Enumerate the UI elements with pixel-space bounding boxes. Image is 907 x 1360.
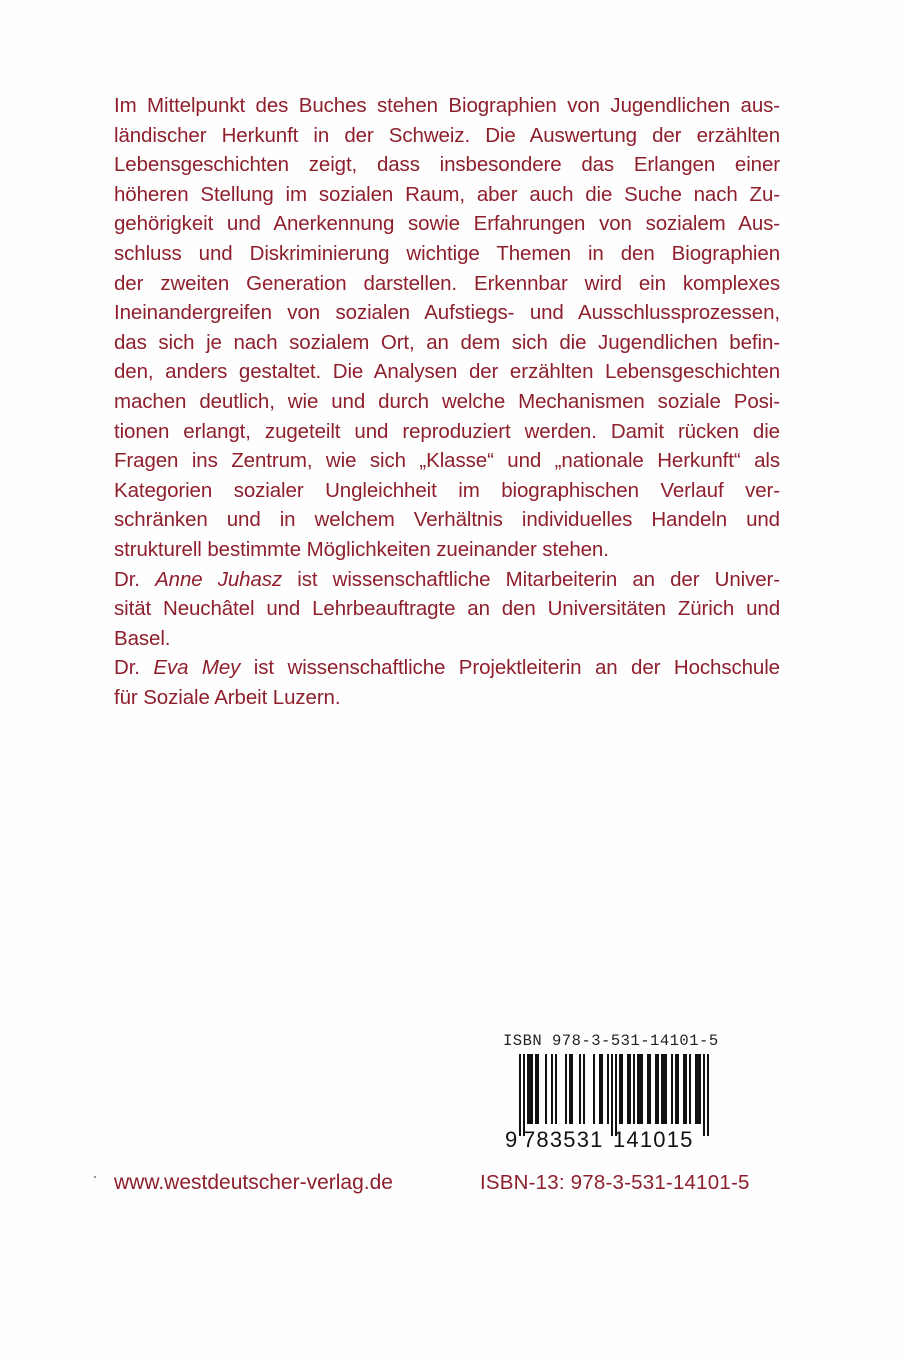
description-line: schluss und Diskriminierung wichtige Themen in den Biographien bbox=[114, 241, 780, 265]
description-line: der zweiten Generation darstellen. Erkennbar wird ein komplexes bbox=[114, 271, 780, 295]
barcode-bar bbox=[627, 1054, 629, 1124]
barcode-guard-bar bbox=[611, 1054, 613, 1136]
barcode-bar bbox=[663, 1054, 665, 1124]
barcode-guard-bar bbox=[523, 1054, 525, 1136]
description-line: machen deutlich, wie und durch welche Mechanismen soziale Posi- bbox=[114, 389, 780, 413]
barcode-guard-bar bbox=[615, 1054, 617, 1136]
barcode-guard-bar bbox=[519, 1054, 521, 1136]
description-line: gehörigkeit und Anerkennung sowie Erfahrungen von sozialem Aus- bbox=[114, 212, 780, 236]
barcode-bar bbox=[629, 1054, 631, 1124]
barcode-bar bbox=[683, 1054, 685, 1124]
barcode-bars bbox=[503, 1054, 723, 1138]
description-line: Fragen ins Zentrum, wie sich „Klasse“ und „nationale Herkunft“ als bbox=[114, 449, 780, 473]
barcode-bar bbox=[619, 1054, 621, 1124]
barcode-bar bbox=[685, 1054, 687, 1124]
barcode-bar bbox=[689, 1054, 691, 1124]
barcode-bar bbox=[641, 1054, 643, 1124]
description-line: den, anders gestaltet. Die Analysen der erzählten Lebensgeschichten bbox=[114, 360, 780, 384]
description-line: tionen erlangt, zugeteilt und reproduziert werden. Damit rücken die bbox=[114, 419, 780, 443]
barcode-bar bbox=[607, 1054, 609, 1124]
book-description bbox=[114, 91, 780, 565]
barcode-bar bbox=[649, 1054, 651, 1124]
barcode-bar bbox=[661, 1054, 663, 1124]
barcode-bar bbox=[695, 1054, 697, 1124]
barcode-bar bbox=[699, 1054, 701, 1124]
back-cover-text bbox=[114, 91, 780, 712]
barcode-bar bbox=[545, 1054, 547, 1124]
barcode-bar bbox=[637, 1054, 639, 1124]
barcode-bar bbox=[527, 1054, 529, 1124]
barcode-bar bbox=[531, 1054, 533, 1124]
barcode-bar bbox=[677, 1054, 679, 1124]
barcode-bar bbox=[571, 1054, 573, 1124]
author-bio-mey bbox=[114, 653, 780, 712]
barcode-guard-bar bbox=[703, 1054, 705, 1136]
barcode-bar bbox=[671, 1054, 673, 1124]
barcode-bar bbox=[601, 1054, 603, 1124]
author-bio-line: Basel. bbox=[114, 626, 171, 650]
barcode-left-group: 783531 bbox=[523, 1127, 604, 1152]
barcode-bar bbox=[593, 1054, 595, 1124]
author-bio-text: ist wissenschaftliche Mitarbeiterin an der Univer- bbox=[282, 567, 780, 591]
barcode-guard-bar bbox=[707, 1054, 709, 1136]
barcode-bar bbox=[639, 1054, 641, 1124]
barcode-right-group: 141015 bbox=[613, 1127, 694, 1152]
barcode-bar bbox=[537, 1054, 539, 1124]
barcode-lead-digit: 9 bbox=[505, 1127, 518, 1152]
barcode-bar bbox=[535, 1054, 537, 1124]
barcode-bar bbox=[621, 1054, 623, 1124]
barcode-bar bbox=[529, 1054, 531, 1124]
barcode-bar bbox=[555, 1054, 557, 1124]
description-line: höheren Stellung im sozialen Raum, aber auch die Suche nach Zu- bbox=[114, 182, 780, 206]
barcode-bar bbox=[655, 1054, 657, 1124]
author-bio-line: sität Neuchâtel und Lehrbeauftragte an den Universitäten Zürich und bbox=[114, 597, 780, 621]
barcode-bar bbox=[647, 1054, 649, 1124]
description-line: Kategorien sozialer Ungleichheit im biographischen Verlauf ver- bbox=[114, 478, 780, 502]
isbn-barcode bbox=[503, 1032, 725, 1164]
author-name: Eva Mey bbox=[153, 656, 241, 680]
barcode-bar bbox=[599, 1054, 601, 1124]
barcode-bar bbox=[579, 1054, 581, 1124]
description-line: Im Mittelpunkt des Buches stehen Biographien von Jugendlichen aus- bbox=[114, 94, 780, 117]
description-line: strukturell bestimmte Möglichkeiten zueinander stehen. bbox=[114, 537, 609, 561]
barcode-bar bbox=[569, 1054, 571, 1124]
author-bio-line: für Soziale Arbeit Luzern. bbox=[114, 685, 341, 709]
barcode-bar bbox=[551, 1054, 553, 1124]
author-title: Dr. bbox=[114, 656, 154, 680]
barcode-bar bbox=[583, 1054, 585, 1124]
barcode-isbn-text: ISBN 978-3-531-14101-5 bbox=[503, 1032, 719, 1050]
author-name: Anne Juhasz bbox=[155, 567, 283, 591]
author-bio-line bbox=[114, 653, 780, 683]
author-bio-text: ist wissenschaftliche Projektleiterin an der Hochschule bbox=[240, 656, 780, 680]
barcode-bar bbox=[565, 1054, 567, 1124]
publisher-url: www.westdeutscher-verlag.de bbox=[114, 1171, 393, 1194]
description-line: schränken und in welchem Verhältnis individuelles Handeln und bbox=[114, 508, 780, 532]
print-speck bbox=[94, 1176, 96, 1178]
barcode-bar bbox=[697, 1054, 699, 1124]
isbn-13-label: ISBN-13: 978-3-531-14101-5 bbox=[480, 1171, 750, 1194]
description-line: Ineinandergreifen von sozialen Aufstiegs- und Ausschlussprozessen, bbox=[114, 301, 780, 325]
barcode-bar bbox=[633, 1054, 635, 1124]
barcode-bar bbox=[657, 1054, 659, 1124]
barcode-bar bbox=[675, 1054, 677, 1124]
author-bio-juhasz bbox=[114, 565, 780, 654]
author-title: Dr. bbox=[114, 567, 156, 591]
author-bio-line bbox=[114, 565, 780, 595]
description-line: ländischer Herkunft in der Schweiz. Die Auswertung der erzählten bbox=[114, 123, 780, 147]
description-line: Lebensgeschichten zeigt, dass insbesondere das Erlangen einer bbox=[114, 153, 780, 177]
description-line: das sich je nach sozialem Ort, an dem sich die Jugendlichen befin- bbox=[114, 330, 780, 354]
barcode-bar bbox=[665, 1054, 667, 1124]
